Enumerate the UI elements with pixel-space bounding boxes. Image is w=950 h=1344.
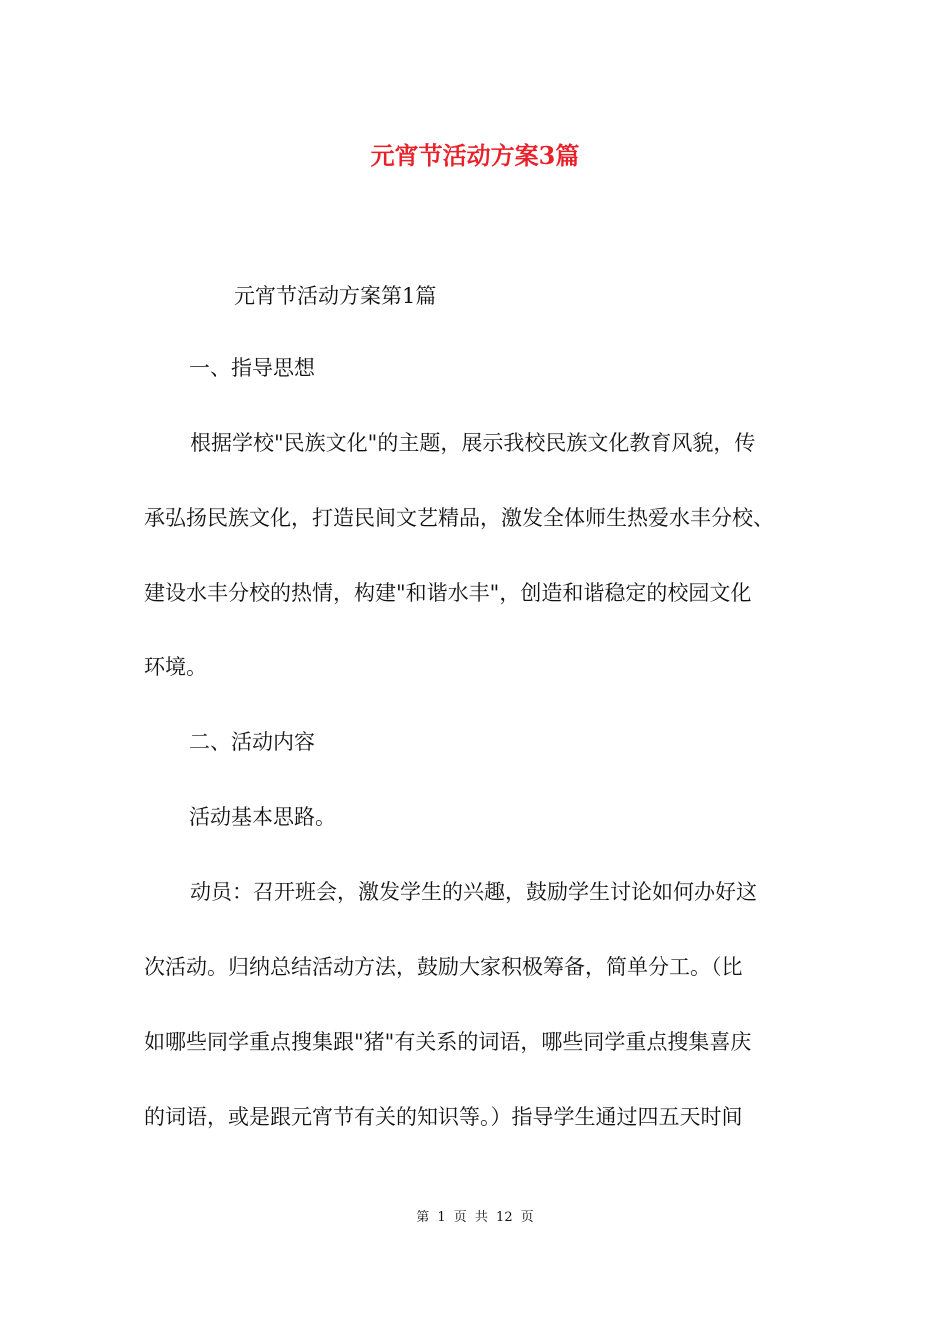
document-title: 元宵节活动方案3篇 xyxy=(370,141,580,170)
paragraph-line: 次活动。归纳总结活动方法，鼓励大家积极筹备，简单分工。（比 xyxy=(144,955,743,979)
paragraph-line: 承弘扬民族文化，打造民间文艺精品，激发全体师生热爱水丰分校、 xyxy=(144,506,774,530)
paragraph-line: 动员：召开班会，激发学生的兴趣，鼓励学生讨论如何办好这 xyxy=(190,880,757,904)
paragraph-line: 环境。 xyxy=(144,655,207,679)
paragraph-line: 如哪些同学重点搜集跟"猪"有关系的词语，哪些同学重点搜集喜庆 xyxy=(144,1030,752,1054)
section-heading-part-1: 元宵节活动方案第1篇 xyxy=(234,284,437,308)
paragraph-line: 建设水丰分校的热情，构建"和谐水丰"，创造和谐稳定的校园文化 xyxy=(144,581,752,605)
paragraph-line: 根据学校"民族文化"的主题，展示我校民族文化教育风貌，传 xyxy=(190,431,756,455)
paragraph-line: 的词语，或是跟元宵节有关的知识等。）指导学生通过四五天时间 xyxy=(144,1105,743,1129)
heading-activity-content: 二、活动内容 xyxy=(189,730,315,754)
page-number-footer: 第 1 页 共 12 页 xyxy=(416,1210,534,1225)
heading-guiding-ideology: 一、指导思想 xyxy=(189,356,315,380)
paragraph-line: 活动基本思路。 xyxy=(189,805,336,829)
